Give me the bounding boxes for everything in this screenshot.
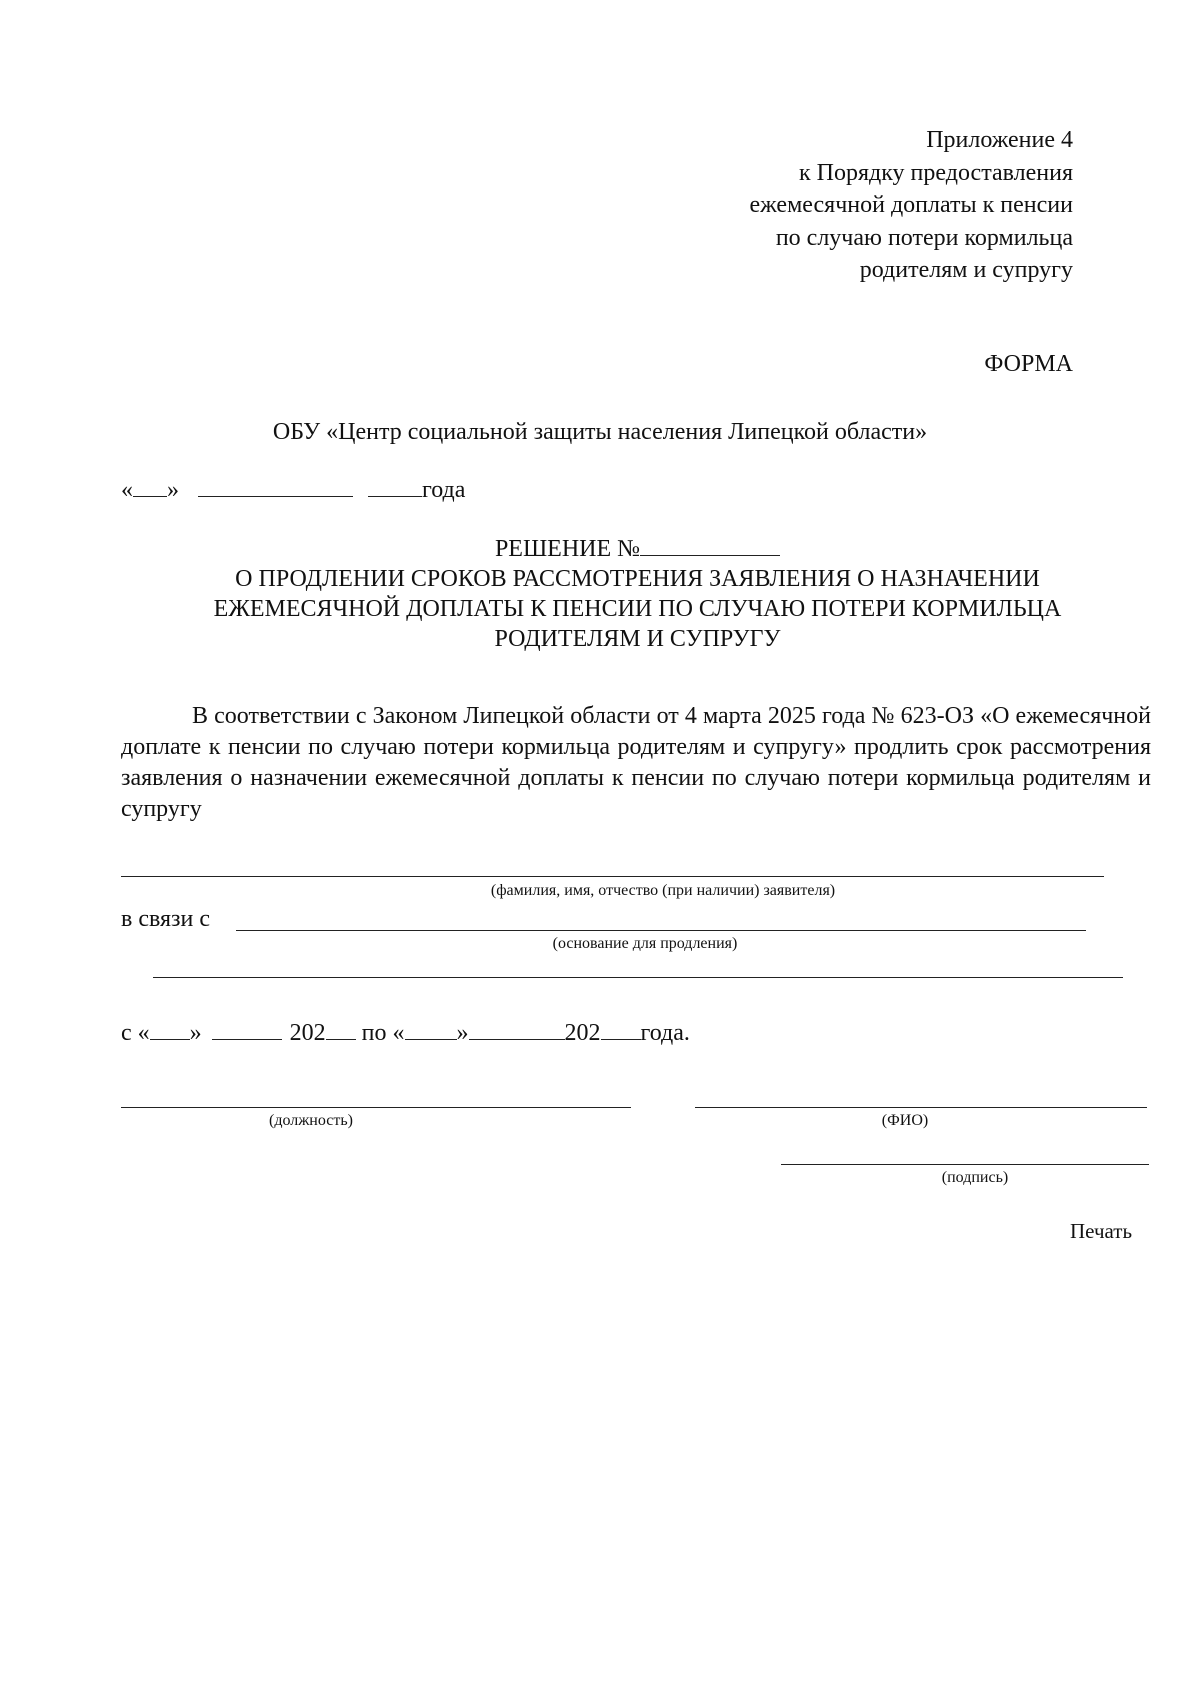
decision-label: РЕШЕНИЕ № xyxy=(494,536,641,562)
position-caption: (должность) xyxy=(269,1112,353,1129)
reason-caption: (основание для продления) xyxy=(552,935,738,952)
stamp-label: Печать xyxy=(1070,1219,1133,1243)
period-to-day-blank[interactable] xyxy=(405,1017,457,1040)
date-open-quote: « xyxy=(121,477,133,503)
period-from-year-blank[interactable] xyxy=(326,1017,356,1040)
reason-label: в связи с xyxy=(121,906,211,932)
period-from-label: с « xyxy=(121,1020,150,1046)
period-to-year-blank[interactable] xyxy=(601,1017,641,1040)
period-from-year-prefix: 202 xyxy=(289,1020,326,1046)
annex-line: ежемесячной доплаты к пенсии xyxy=(749,192,1073,218)
day-blank[interactable] xyxy=(133,474,167,497)
form-label: ФОРМА xyxy=(984,351,1073,377)
applicant-name-line[interactable] xyxy=(121,876,1104,877)
period-to-year-prefix: 202 xyxy=(564,1020,601,1046)
fio-line[interactable] xyxy=(695,1107,1147,1108)
annex-line: родителям и супругу xyxy=(859,257,1073,283)
year-blank[interactable] xyxy=(368,474,422,497)
period-to-label: по « xyxy=(361,1020,405,1046)
decision-number-line xyxy=(120,533,1155,564)
annex-line: по случаю потери кормильца xyxy=(775,224,1073,251)
signature-caption: (подпись) xyxy=(941,1169,1009,1186)
period-from-close-quote: » xyxy=(189,1020,202,1046)
period-to-close-quote: » xyxy=(456,1020,469,1046)
annex-line: Приложение 4 xyxy=(926,127,1073,153)
date-year-word: года xyxy=(422,477,466,503)
title-line: РОДИТЕЛЯМ И СУПРУГУ xyxy=(494,626,781,652)
date-line xyxy=(121,474,465,504)
body-paragraph: В соответствии с Законом Липецкой области от 4 марта 2025 года № 623-ОЗ «О ежемесячной доплате к пенсии по случаю потери кормильца родителям и супругу» продлить срок рассмотрения заявления о назначении ежемесячной доплаты к пенсии по случаю потери кормильца родителям и супругу xyxy=(121,703,1151,822)
body-paragraph-block xyxy=(121,701,1151,825)
decision-title xyxy=(120,533,1155,654)
applicant-caption: (фамилия, имя, отчество (при наличии) заявителя) xyxy=(490,882,836,899)
title-line: ЕЖЕМЕСЯЧНОЙ ДОПЛАТЫ К ПЕНСИИ ПО СЛУЧАЮ ПОТЕРИ КОРМИЛЬЦА xyxy=(213,596,1062,622)
annex-block xyxy=(553,124,1073,287)
period-from-day-blank[interactable] xyxy=(150,1017,190,1040)
annex-line: к Порядку предоставления xyxy=(798,159,1073,186)
signature-line[interactable] xyxy=(781,1164,1149,1165)
title-line: О ПРОДЛЕНИИ СРОКОВ РАССМОТРЕНИЯ ЗАЯВЛЕНИЯ О НАЗНАЧЕНИИ xyxy=(235,566,1040,592)
fio-caption: (ФИО) xyxy=(881,1112,929,1129)
position-line[interactable] xyxy=(121,1107,631,1108)
decision-number-blank[interactable] xyxy=(640,533,780,556)
period-line xyxy=(121,1017,690,1047)
reason-line[interactable] xyxy=(236,930,1086,931)
date-close-quote: » xyxy=(167,477,179,503)
period-to-month-blank[interactable] xyxy=(469,1017,565,1040)
period-from-month-blank[interactable] xyxy=(212,1017,282,1040)
month-blank[interactable] xyxy=(198,474,353,497)
organization-name: ОБУ «Центр социальной защиты населения Липецкой области» xyxy=(272,419,928,445)
reason-extra-line[interactable] xyxy=(153,977,1123,978)
period-year-word: года. xyxy=(640,1020,690,1046)
